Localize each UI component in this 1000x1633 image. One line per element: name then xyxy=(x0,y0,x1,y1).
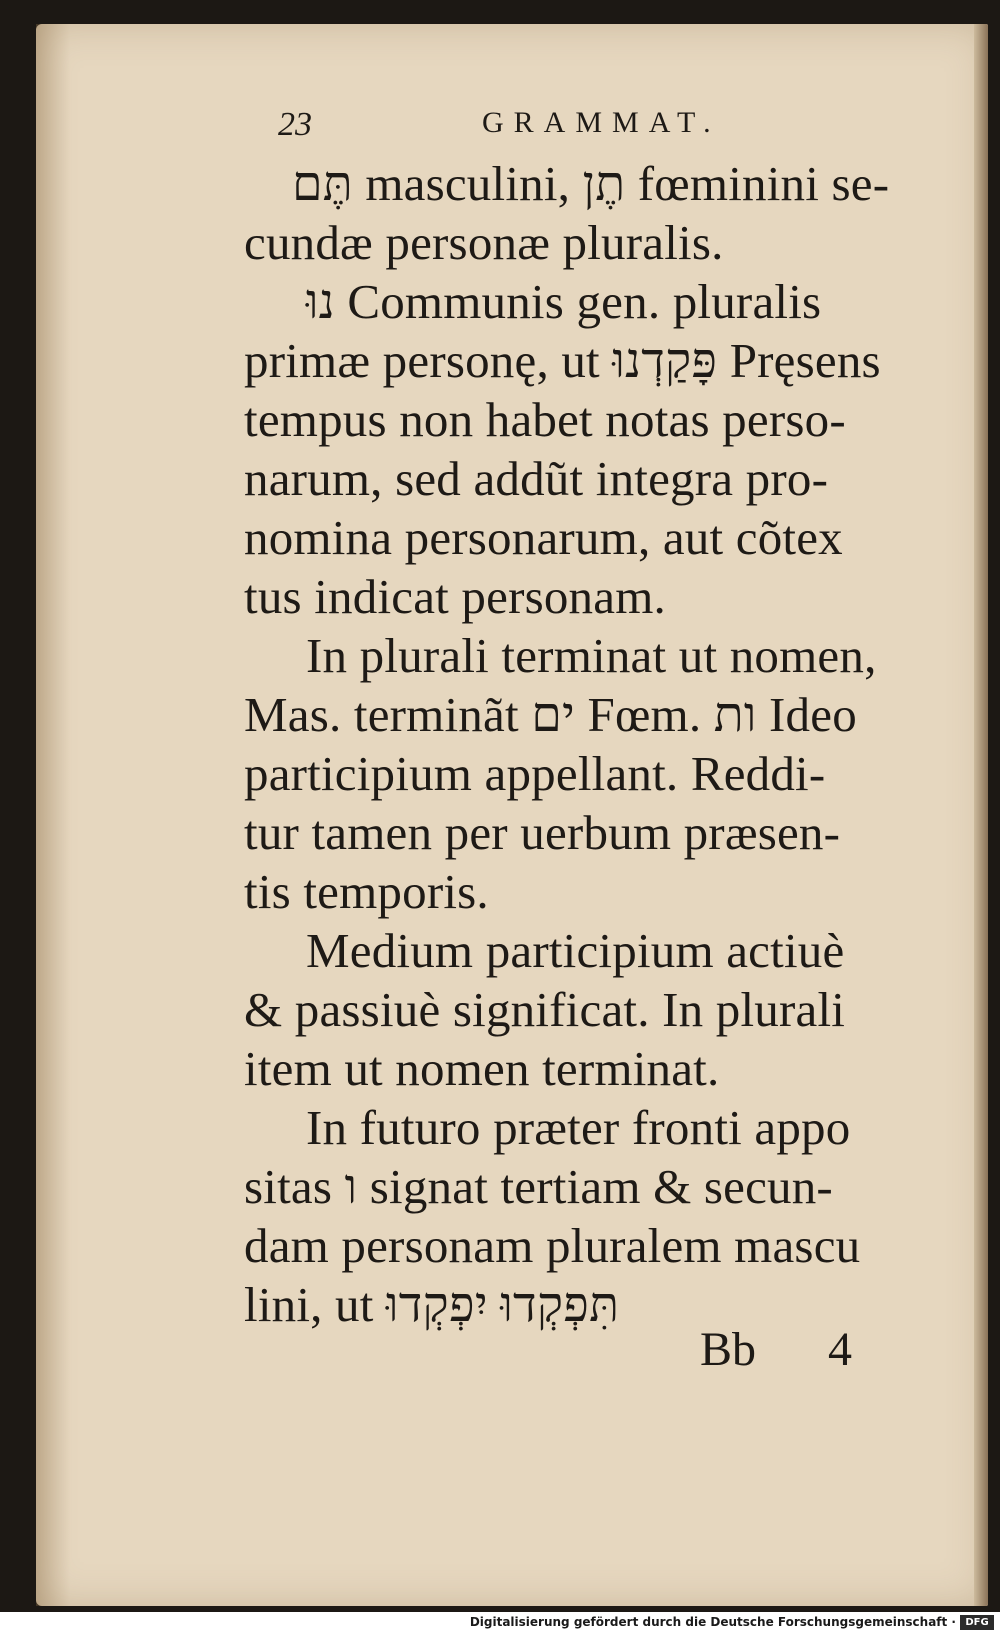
text-line: tis temporis. xyxy=(244,864,489,919)
text-line: תֶּם masculini, תֶן fœminini se- xyxy=(292,156,890,211)
book-page xyxy=(36,24,988,1606)
page-number: 23 xyxy=(278,106,312,143)
text-line: cundæ personæ pluralis. xyxy=(244,215,724,270)
signature-letters: Bb xyxy=(700,1323,757,1376)
text-line: dam personam pluralem mascu xyxy=(244,1218,861,1273)
text-line: tempus non habet notas perso- xyxy=(244,392,846,447)
text-line: Medium participium actiuè xyxy=(306,923,845,978)
text-block xyxy=(244,106,964,1394)
page-header xyxy=(244,106,964,152)
text-line: item ut nomen terminat. xyxy=(244,1041,720,1096)
signature-mark xyxy=(244,1323,964,1394)
text-line: In futuro præter fronti appo xyxy=(306,1100,851,1155)
dfg-logo: DFG xyxy=(960,1615,994,1630)
text-line: נוּ Communis gen. pluralis xyxy=(306,274,822,329)
text-line: nomina personarum, aut cõtex xyxy=(244,510,843,565)
text-line: & passiuè significat. In plurali xyxy=(244,982,846,1037)
text-line: tus indicat personam. xyxy=(244,569,666,624)
text-line: primæ personę, ut פָּקַדְנוּ Pręsens xyxy=(244,333,881,388)
text-line: Mas. terminãt ים Fœm. ות Ideo xyxy=(244,687,857,742)
text-line: participium appellant. Reddi- xyxy=(244,746,826,801)
text-line: narum, sed addũt integra pro- xyxy=(244,451,829,506)
signature-number: 4 xyxy=(828,1323,852,1376)
page-gutter-shadow xyxy=(36,24,70,1606)
text-line: sitas ו signat tertiam & secun- xyxy=(244,1159,833,1214)
funding-credit: Digitalisierung gefördert durch die Deutsche Forschungsgemeinschaft · xyxy=(469,1615,956,1629)
text-line: lini, ut תִּפְקְדוּ יִפְקְדוּ xyxy=(244,1277,620,1332)
running-head: GRAMMAT. xyxy=(482,106,721,139)
page-edge xyxy=(974,24,988,1606)
footer-bar xyxy=(0,1612,1000,1633)
text-line: In plurali terminat ut nomen, xyxy=(306,628,877,683)
text-line: tur tamen per uerbum præsen- xyxy=(244,805,841,860)
